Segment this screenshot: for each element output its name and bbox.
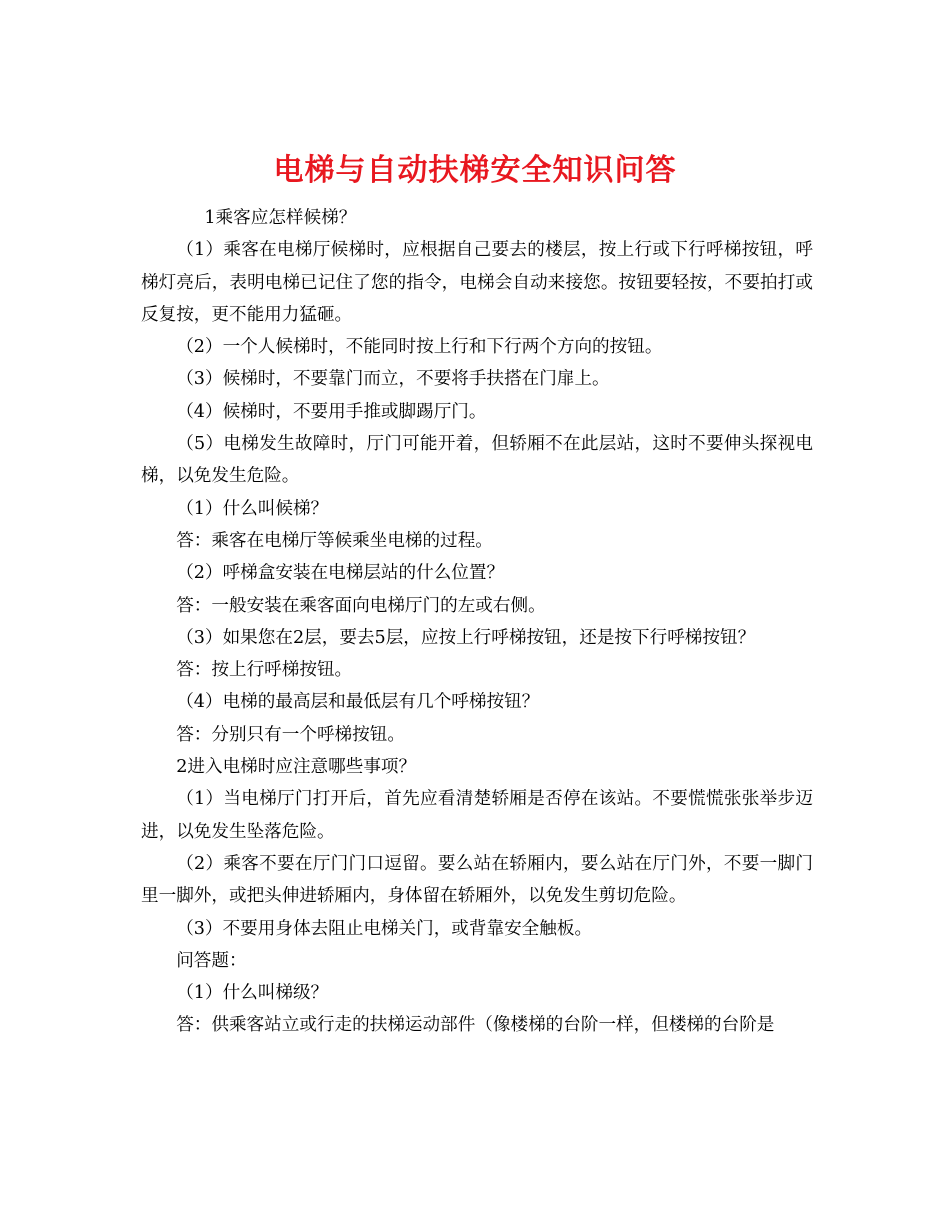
paragraph: （2）乘客不要在厅门门口逗留。要么站在轿厢内，要么站在厅门外，不要一脚门里一脚外，或把头伸进轿厢内，身体留在轿厢外，以免发生剪切危险。 [141, 853, 813, 907]
paragraph: 问答题： [176, 950, 247, 971]
paragraph: （2）呼梯盒安装在电梯层站的什么位置？ [176, 563, 505, 584]
paragraph: （4）电梯的最高层和最低层有几个呼梯按钮？ [176, 692, 540, 713]
paragraph: 1乘客应怎样候梯？ [204, 208, 357, 228]
paragraph: （4）候梯时，不要用手推或脚踢厅门。 [176, 401, 487, 422]
paragraph: 答：乘客在电梯厅等候乘坐电梯的过程。 [176, 530, 493, 551]
paragraph: （3）不要用身体去阻止电梯关门，或背靠安全触板。 [176, 918, 593, 939]
paragraph: 答：一般安装在乘客面向电梯厅门的左或右侧。 [176, 595, 546, 616]
paragraph: 2进入电梯时应注意哪些事项？ [176, 757, 417, 778]
document-title: 电梯与自动扶梯安全知识问答 [273, 153, 677, 189]
paragraph: （5）电梯发生故障时，厅门可能开着，但轿厢不在此层站，这时不要伸头探视电梯，以免发生危险。 [141, 434, 813, 487]
paragraph: 答：供乘客站立或行走的扶梯运动部件（像楼梯的台阶一样，但楼梯的台阶是 [176, 1015, 775, 1036]
paragraph: （1）乘客在电梯厅候梯时，应根据自己要去的楼层，按上行或下行呼梯按钮，呼梯灯亮后，表明电梯已记住了您的指令，电梯会自动来接您。按钮要轻按，不要拍打或反复按，更不能用力猛砸。 [141, 240, 813, 325]
paragraph: （1）什么叫候梯？ [176, 498, 329, 519]
document-body [141, 202, 813, 1042]
paragraph: （1）当电梯厅门打开后，首先应看清楚轿厢是否停在该站。不要慌慌张张举步迈进，以免发生坠落危险。 [141, 789, 813, 842]
paragraph: （2）一个人候梯时，不能同时按上行和下行两个方向的按钮。 [176, 337, 663, 358]
paragraph: （3）候梯时，不要靠门而立，不要将手扶搭在门扉上。 [176, 369, 610, 390]
paragraph: 答：按上行呼梯按钮。 [176, 660, 353, 681]
paragraph: （3）如果您在2层，要去5层，应按上行呼梯按钮，还是按下行呼梯按钮？ [176, 627, 756, 648]
paragraph: 答：分别只有一个呼梯按钮。 [176, 724, 405, 745]
paragraph: （1）什么叫梯级？ [176, 983, 329, 1004]
